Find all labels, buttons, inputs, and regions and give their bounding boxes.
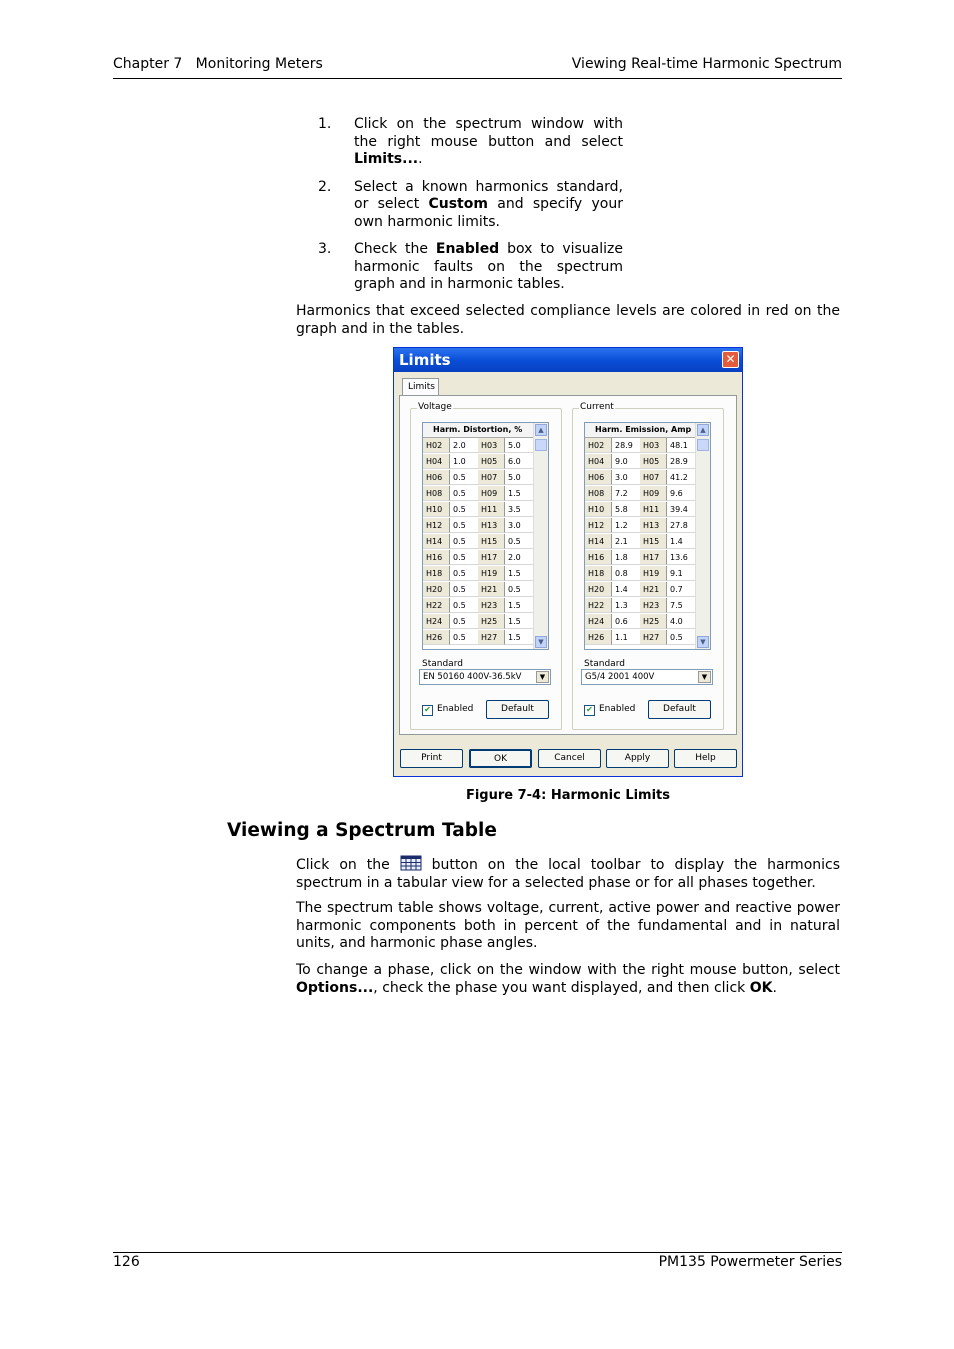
harmonic-label: H26	[423, 630, 450, 645]
intro-paragraph: Harmonics that exceed selected compliance levels are colored in red on the graph and in the tables.	[296, 303, 840, 337]
current-default-button[interactable]: Default	[648, 700, 711, 719]
current-standard-label: Standard	[584, 659, 625, 669]
harmonic-label: H23	[640, 598, 667, 613]
table-row	[585, 630, 710, 646]
harmonic-limit-value[interactable]: 1.3	[612, 598, 640, 613]
harmonic-label: H12	[585, 518, 612, 533]
harmonic-label: H22	[585, 598, 612, 613]
limits-tab-panel	[399, 395, 737, 735]
table-row	[423, 438, 548, 454]
apply-button[interactable]: Apply	[606, 749, 669, 768]
harmonic-limit-value[interactable]: 3.0	[612, 470, 640, 485]
voltage-grid-header: Harm. Distortion, %	[423, 423, 548, 438]
harmonic-label: H25	[640, 614, 667, 629]
paragraph-spectrum-table: The spectrum table shows voltage, current, active power and reactive power harmonic components both in percent of the fundamental and in natural units, and harmonic phase angles.	[296, 900, 840, 951]
step-bold: Enabled	[435, 241, 500, 257]
harmonic-label: H08	[585, 486, 612, 501]
table-row	[423, 486, 548, 502]
harmonic-label: H23	[478, 598, 505, 613]
harmonic-limit-value[interactable]: 27.8	[667, 518, 697, 533]
harmonic-limit-value[interactable]: 5.0	[505, 470, 535, 485]
voltage-standard-select[interactable]	[419, 669, 551, 685]
harmonic-limit-value[interactable]: 13.6	[667, 550, 697, 565]
current-group-label: Current	[580, 402, 614, 412]
harmonic-label: H20	[585, 582, 612, 597]
table-row	[423, 566, 548, 582]
table-row	[423, 614, 548, 630]
harmonic-limit-value[interactable]: 9.1	[667, 566, 697, 581]
harmonic-label: H06	[585, 470, 612, 485]
harmonic-limit-value[interactable]: 0.5	[450, 470, 478, 485]
voltage-limits-grid[interactable]	[422, 422, 549, 650]
harmonic-label: H22	[423, 598, 450, 613]
step-text-end: .	[418, 151, 423, 167]
step-item	[318, 116, 623, 169]
table-row	[423, 454, 548, 470]
harmonic-label: H13	[640, 518, 667, 533]
table-row	[585, 438, 710, 454]
chevron-down-icon[interactable]: ▼	[698, 671, 711, 683]
harmonic-label: H27	[478, 630, 505, 645]
harmonic-limit-value[interactable]: 48.1	[667, 438, 697, 453]
harmonic-label: H24	[423, 614, 450, 629]
step-text: Check the	[354, 241, 436, 257]
table-row	[585, 598, 710, 614]
step-number: 3.	[318, 241, 332, 257]
harmonic-limit-value[interactable]: 7.5	[667, 598, 697, 613]
harmonic-label: H07	[478, 470, 505, 485]
step-text-end: and specify your own harmonic limits.	[354, 196, 623, 230]
harmonic-limit-value[interactable]: 1.0	[450, 454, 478, 469]
options-bold: Options...	[296, 979, 374, 996]
harmonic-label: H20	[423, 582, 450, 597]
harmonic-limit-value[interactable]: 0.5	[450, 486, 478, 501]
page-number: 126	[113, 1254, 140, 1270]
para3-text-mid: , check the phase you want displayed, and then click	[373, 979, 750, 996]
figure-caption: Figure 7-4: Harmonic Limits	[465, 788, 671, 803]
table-row	[585, 454, 710, 470]
harmonic-limit-value[interactable]: 1.4	[667, 534, 697, 549]
harmonic-label: H17	[640, 550, 667, 565]
paragraph-change-phase	[296, 962, 840, 997]
harmonic-label: H08	[423, 486, 450, 501]
step-item	[318, 241, 623, 294]
table-row	[585, 470, 710, 486]
harmonic-limit-value[interactable]: 0.5	[450, 598, 478, 613]
harmonic-limit-value[interactable]: 1.5	[505, 566, 535, 581]
harmonic-limit-value[interactable]: 1.5	[505, 598, 535, 613]
para3-text-end: .	[772, 979, 777, 996]
dialog-titlebar	[394, 348, 742, 372]
harmonic-label: H11	[478, 502, 505, 517]
harmonic-label: H05	[640, 454, 667, 469]
checkmark-icon[interactable]: ✔	[422, 705, 433, 716]
harmonic-limit-value[interactable]: 1.5	[505, 486, 535, 501]
harmonic-label: H10	[423, 502, 450, 517]
table-row	[423, 470, 548, 486]
table-row	[585, 566, 710, 582]
para1-text-end: button on the local toolbar to display the harmonics spectrum in a tabular view for a selected phase or for all phases together.	[296, 857, 841, 891]
voltage-default-button[interactable]: Default	[486, 700, 549, 719]
scroll-down-icon[interactable]: ▼	[535, 636, 547, 648]
harmonic-label: H02	[585, 438, 612, 453]
harmonic-limit-value[interactable]: 5.0	[505, 438, 535, 453]
table-row	[423, 630, 548, 646]
harmonic-limit-value[interactable]: 0.5	[450, 582, 478, 597]
page-footer	[113, 1252, 842, 1270]
harmonic-limit-value[interactable]: 0.5	[450, 502, 478, 517]
para1-text: Click on the	[296, 857, 400, 873]
harmonic-limit-value[interactable]: 2.1	[612, 534, 640, 549]
harmonic-limit-value[interactable]: 1.5	[505, 614, 535, 629]
voltage-group-label: Voltage	[418, 402, 452, 412]
table-row	[423, 582, 548, 598]
harmonic-label: H15	[478, 534, 505, 549]
tab-limits[interactable]: Limits	[402, 378, 439, 396]
harmonic-label: H25	[478, 614, 505, 629]
harmonic-limit-value[interactable]: 7.2	[612, 486, 640, 501]
harmonic-limit-value[interactable]: 2.0	[450, 438, 478, 453]
step-bold: Limits...	[354, 151, 419, 167]
scroll-thumb[interactable]	[535, 439, 547, 451]
harmonic-limit-value[interactable]: 4.0	[667, 614, 697, 629]
current-grid-header: Harm. Emission, Amp	[585, 423, 710, 438]
help-button[interactable]: Help	[674, 749, 737, 768]
harmonic-label: H19	[478, 566, 505, 581]
step-bold: Custom	[428, 196, 488, 212]
limits-dialog	[393, 347, 743, 777]
harmonic-label: H05	[478, 454, 505, 469]
harmonic-limit-value[interactable]: 0.5	[450, 518, 478, 533]
harmonic-label: H21	[478, 582, 505, 597]
step-number: 2.	[318, 178, 332, 195]
current-standard-select[interactable]	[581, 669, 713, 685]
step-item	[318, 179, 623, 232]
harmonic-label: H03	[478, 438, 505, 453]
close-icon[interactable]: ✕	[722, 351, 739, 368]
header-section: Viewing Real-time Harmonic Spectrum	[571, 56, 842, 72]
product-name: PM135 Powermeter Series	[658, 1254, 842, 1270]
harmonic-label: H18	[585, 566, 612, 581]
harmonic-label: H21	[640, 582, 667, 597]
harmonic-limit-value[interactable]: 0.5	[450, 534, 478, 549]
voltage-enabled-label: Enabled	[437, 704, 474, 714]
voltage-standard-value: EN 50160 400V-36.5kV	[423, 672, 522, 682]
harmonic-label: H12	[423, 518, 450, 533]
voltage-group	[410, 402, 562, 730]
para3-text: To change a phase, click on the window with the right mouse button, select	[296, 962, 840, 978]
section-heading: Viewing a Spectrum Table	[227, 820, 497, 841]
scroll-up-icon[interactable]: ▲	[535, 424, 547, 436]
harmonic-limit-value[interactable]: 39.4	[667, 502, 697, 517]
harmonic-limit-value[interactable]: 9.6	[667, 486, 697, 501]
harmonic-label: H07	[640, 470, 667, 485]
voltage-standard-label: Standard	[422, 659, 463, 669]
harmonic-limit-value[interactable]: 41.2	[667, 470, 697, 485]
harmonic-limit-value[interactable]: 0.8	[612, 566, 640, 581]
page-header	[113, 56, 842, 79]
harmonic-label: H13	[478, 518, 505, 533]
harmonic-label: H09	[478, 486, 505, 501]
harmonic-limit-value[interactable]: 1.2	[612, 518, 640, 533]
harmonic-limit-value[interactable]: 0.5	[667, 630, 697, 645]
harmonic-limit-value[interactable]: 1.8	[612, 550, 640, 565]
harmonic-label: H19	[640, 566, 667, 581]
harmonic-label: H17	[478, 550, 505, 565]
harmonic-limit-value[interactable]: 0.5	[450, 630, 478, 645]
harmonic-label: H26	[585, 630, 612, 645]
step-text-end: box to visualize harmonic faults on the spectrum graph and in harmonic tables.	[354, 241, 623, 292]
harmonic-limit-value[interactable]: 28.9	[612, 438, 640, 453]
table-row	[423, 534, 548, 550]
table-view-icon	[400, 855, 422, 871]
harmonic-label: H27	[640, 630, 667, 645]
table-row	[585, 502, 710, 518]
step-number: 1.	[318, 116, 332, 132]
harmonic-limit-value[interactable]: 3.0	[505, 518, 535, 533]
harmonic-limit-value[interactable]: 0.5	[505, 534, 535, 549]
harmonic-label: H10	[585, 502, 612, 517]
harmonic-label: H16	[423, 550, 450, 565]
step-text: Select a known harmonics standard, or select	[354, 178, 623, 212]
print-button[interactable]: Print	[400, 749, 463, 768]
harmonic-label: H02	[423, 438, 450, 453]
harmonic-limit-value[interactable]: 28.9	[667, 454, 697, 469]
ok-bold: OK	[749, 979, 773, 996]
step-text: Click on the spectrum window with the right mouse button and select	[354, 116, 623, 150]
harmonic-limit-value[interactable]: 3.5	[505, 502, 535, 517]
harmonic-limit-value[interactable]: 1.4	[612, 582, 640, 597]
harmonic-limit-value[interactable]: 0.7	[667, 582, 697, 597]
ok-button[interactable]: OK	[469, 749, 532, 768]
current-limits-grid[interactable]	[584, 422, 711, 650]
harmonic-limit-value[interactable]: 6.0	[505, 454, 535, 469]
scroll-thumb[interactable]	[697, 439, 709, 451]
harmonic-label: H06	[423, 470, 450, 485]
harmonic-limit-value[interactable]: 0.5	[450, 614, 478, 629]
current-enabled-label: Enabled	[599, 704, 636, 714]
harmonic-limit-value[interactable]: 1.1	[612, 630, 640, 645]
table-row	[585, 486, 710, 502]
steps-list	[318, 116, 623, 304]
current-enabled-checkbox[interactable]	[584, 704, 635, 716]
harmonic-label: H14	[585, 534, 612, 549]
harmonic-limit-value[interactable]: 0.5	[450, 566, 478, 581]
harmonic-limit-value[interactable]: 9.0	[612, 454, 640, 469]
harmonic-label: H15	[640, 534, 667, 549]
harmonic-label: H09	[640, 486, 667, 501]
voltage-grid-rows	[423, 438, 548, 646]
scroll-up-icon[interactable]: ▲	[697, 424, 709, 436]
harmonic-limit-value[interactable]: 0.6	[612, 614, 640, 629]
header-chapter: Chapter 7 Monitoring Meters	[113, 56, 323, 72]
table-row	[423, 550, 548, 566]
harmonic-label: H18	[423, 566, 450, 581]
harmonic-limit-value[interactable]: 0.5	[450, 550, 478, 565]
table-row	[423, 518, 548, 534]
table-row	[585, 614, 710, 630]
current-scrollbar[interactable]	[695, 423, 710, 649]
current-standard-value: G5/4 2001 400V	[585, 672, 655, 682]
chevron-down-icon[interactable]: ▼	[536, 671, 549, 683]
dialog-title: Limits	[399, 351, 451, 369]
current-grid-rows	[585, 438, 710, 646]
voltage-scrollbar[interactable]	[533, 423, 548, 649]
table-row	[585, 550, 710, 566]
harmonic-limit-value[interactable]: 1.5	[505, 630, 535, 645]
harmonic-limit-value[interactable]: 0.5	[505, 582, 535, 597]
current-group	[572, 402, 724, 730]
table-row	[585, 582, 710, 598]
paragraph-table-button	[296, 855, 840, 892]
scroll-down-icon[interactable]: ▼	[697, 636, 709, 648]
cancel-button[interactable]: Cancel	[538, 749, 601, 768]
harmonic-label: H03	[640, 438, 667, 453]
harmonic-label: H14	[423, 534, 450, 549]
checkmark-icon[interactable]: ✔	[584, 705, 595, 716]
table-row	[423, 502, 548, 518]
harmonic-label: H04	[423, 454, 450, 469]
harmonic-label: H24	[585, 614, 612, 629]
harmonic-limit-value[interactable]: 5.8	[612, 502, 640, 517]
table-row	[585, 518, 710, 534]
harmonic-label: H11	[640, 502, 667, 517]
table-row	[423, 598, 548, 614]
harmonic-limit-value[interactable]: 2.0	[505, 550, 535, 565]
table-row	[585, 534, 710, 550]
harmonic-label: H04	[585, 454, 612, 469]
harmonic-label: H16	[585, 550, 612, 565]
voltage-enabled-checkbox[interactable]	[422, 704, 473, 716]
